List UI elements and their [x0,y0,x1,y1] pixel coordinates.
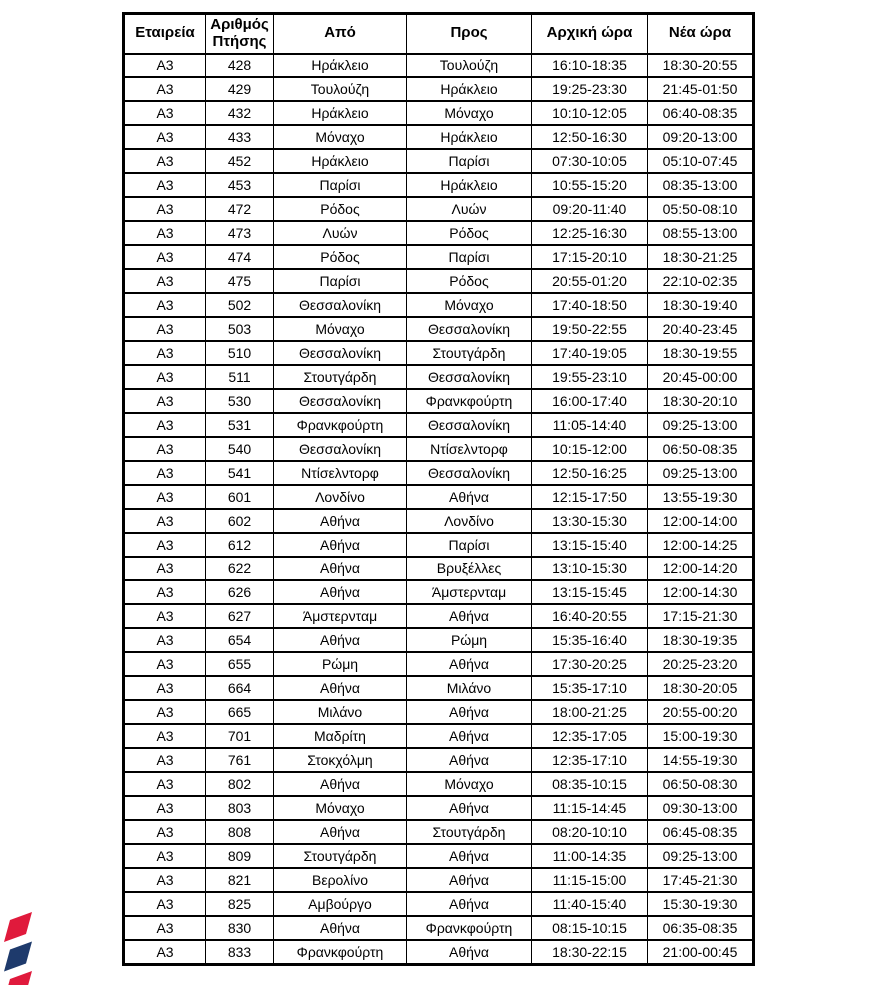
cell-original-time: 15:35-17:10 [532,676,648,700]
col-header-from: Από [274,14,407,54]
cell-new-time: 06:35-08:35 [648,916,754,940]
cell-to: Ηράκλειο [407,125,532,149]
cell-to: Αθήνα [407,652,532,676]
cell-from: Αθήνα [274,772,407,796]
cell-from: Αθήνα [274,533,407,557]
cell-new-time: 06:50-08:35 [648,437,754,461]
table-row [124,916,754,940]
cell-original-time: 17:40-18:50 [532,293,648,317]
table-row [124,149,754,173]
cell-new-time: 18:30-19:55 [648,341,754,365]
cell-airline: A3 [124,149,206,173]
cell-from: Στουτγάρδη [274,844,407,868]
cell-flight-number: 428 [206,54,274,78]
cell-flight-number: 475 [206,269,274,293]
cell-original-time: 10:15-12:00 [532,437,648,461]
cell-new-time: 09:20-13:00 [648,125,754,149]
cell-flight-number: 825 [206,892,274,916]
cell-new-time: 20:40-23:45 [648,317,754,341]
cell-new-time: 05:10-07:45 [648,149,754,173]
cell-flight-number: 541 [206,461,274,485]
cell-original-time: 07:30-10:05 [532,149,648,173]
header-row [124,14,754,54]
cell-new-time: 09:25-13:00 [648,413,754,437]
table-row [124,628,754,652]
cell-flight-number: 473 [206,221,274,245]
cell-to: Βρυξέλλες [407,557,532,581]
cell-to: Φρανκφούρτη [407,389,532,413]
cell-new-time: 15:00-19:30 [648,724,754,748]
cell-to: Παρίσι [407,245,532,269]
cell-new-time: 09:25-13:00 [648,844,754,868]
cell-new-time: 18:30-20:10 [648,389,754,413]
table-row [124,892,754,916]
col-header-flight-number: Αριθμός Πτήσης [206,14,274,54]
cell-from: Ηράκλειο [274,149,407,173]
cell-new-time: 18:30-19:35 [648,628,754,652]
cell-flight-number: 612 [206,533,274,557]
cell-to: Παρίσι [407,149,532,173]
cell-from: Τουλούζη [274,77,407,101]
cell-flight-number: 665 [206,700,274,724]
cell-new-time: 12:00-14:30 [648,580,754,604]
cell-from: Θεσσαλονίκη [274,389,407,413]
cell-new-time: 20:55-00:20 [648,700,754,724]
cell-airline: A3 [124,916,206,940]
cell-original-time: 19:55-23:10 [532,365,648,389]
table-row [124,269,754,293]
cell-from: Αθήνα [274,676,407,700]
cell-flight-number: 626 [206,580,274,604]
cell-new-time: 20:45-00:00 [648,365,754,389]
cell-from: Παρίσι [274,173,407,197]
cell-new-time: 06:45-08:35 [648,820,754,844]
cell-airline: A3 [124,485,206,509]
cell-from: Θεσσαλονίκη [274,341,407,365]
cell-to: Μόναχο [407,101,532,125]
table-row [124,197,754,221]
cell-original-time: 19:50-22:55 [532,317,648,341]
col-header-new-time: Νέα ώρα [648,14,754,54]
cell-to: Αθήνα [407,796,532,820]
cell-airline: A3 [124,365,206,389]
table-row [124,557,754,581]
cell-to: Λονδίνο [407,509,532,533]
cell-from: Θεσσαλονίκη [274,437,407,461]
cell-from: Αθήνα [274,580,407,604]
cell-from: Μιλάνο [274,700,407,724]
cell-to: Ηράκλειο [407,173,532,197]
cell-to: Ρώμη [407,628,532,652]
cell-airline: A3 [124,245,206,269]
cell-flight-number: 429 [206,77,274,101]
cell-to: Θεσσαλονίκη [407,365,532,389]
cell-to: Αθήνα [407,485,532,509]
cell-original-time: 18:00-21:25 [532,700,648,724]
cell-to: Τουλούζη [407,54,532,78]
table-row [124,844,754,868]
cell-from: Φρανκφούρτη [274,940,407,965]
cell-to: Αθήνα [407,748,532,772]
cell-new-time: 22:10-02:35 [648,269,754,293]
cell-from: Λυών [274,221,407,245]
cell-airline: A3 [124,580,206,604]
cell-flight-number: 503 [206,317,274,341]
cell-from: Ρόδος [274,197,407,221]
table-row [124,533,754,557]
cell-from: Αθήνα [274,628,407,652]
cell-original-time: 18:30-22:15 [532,940,648,965]
cell-flight-number: 622 [206,557,274,581]
table-row [124,437,754,461]
cell-original-time: 12:50-16:30 [532,125,648,149]
table-row [124,341,754,365]
cell-to: Ηράκλειο [407,77,532,101]
cell-new-time: 09:30-13:00 [648,796,754,820]
table-row [124,54,754,78]
cell-flight-number: 833 [206,940,274,965]
cell-original-time: 11:15-14:45 [532,796,648,820]
cell-to: Αθήνα [407,868,532,892]
cell-new-time: 06:40-08:35 [648,101,754,125]
cell-new-time: 21:00-00:45 [648,940,754,965]
table-row [124,173,754,197]
cell-original-time: 16:10-18:35 [532,54,648,78]
cell-airline: A3 [124,724,206,748]
cell-original-time: 11:15-15:00 [532,868,648,892]
cell-from: Άμστερνταμ [274,604,407,628]
cell-flight-number: 602 [206,509,274,533]
cell-original-time: 17:30-20:25 [532,652,648,676]
cell-from: Θεσσαλονίκη [274,293,407,317]
cell-original-time: 09:20-11:40 [532,197,648,221]
cell-to: Θεσσαλονίκη [407,461,532,485]
cell-airline: A3 [124,533,206,557]
cell-flight-number: 830 [206,916,274,940]
table-row [124,652,754,676]
cell-to: Ρόδος [407,269,532,293]
cell-airline: A3 [124,77,206,101]
cell-original-time: 12:50-16:25 [532,461,648,485]
cell-original-time: 10:55-15:20 [532,173,648,197]
cell-flight-number: 452 [206,149,274,173]
table-row [124,101,754,125]
cell-original-time: 13:10-15:30 [532,557,648,581]
cell-flight-number: 453 [206,173,274,197]
cell-to: Άμστερνταμ [407,580,532,604]
cell-to: Στουτγάρδη [407,820,532,844]
cell-flight-number: 627 [206,604,274,628]
cell-from: Ηράκλειο [274,54,407,78]
cell-new-time: 12:00-14:00 [648,509,754,533]
cell-airline: A3 [124,101,206,125]
cell-from: Στουτγάρδη [274,365,407,389]
cell-new-time: 15:30-19:30 [648,892,754,916]
cell-airline: A3 [124,437,206,461]
cell-to: Αθήνα [407,940,532,965]
table-row [124,413,754,437]
cell-to: Παρίσι [407,533,532,557]
cell-from: Ρώμη [274,652,407,676]
cell-from: Στοκχόλμη [274,748,407,772]
cell-airline: A3 [124,221,206,245]
cell-from: Λονδίνο [274,485,407,509]
cell-to: Στουτγάρδη [407,341,532,365]
cell-to: Αθήνα [407,700,532,724]
cell-flight-number: 802 [206,772,274,796]
cell-flight-number: 803 [206,796,274,820]
cell-from: Μόναχο [274,796,407,820]
cell-to: Αθήνα [407,604,532,628]
cell-to: Φρανκφούρτη [407,916,532,940]
cell-airline: A3 [124,509,206,533]
cell-original-time: 11:40-15:40 [532,892,648,916]
table-row [124,820,754,844]
cell-flight-number: 474 [206,245,274,269]
cell-flight-number: 540 [206,437,274,461]
cell-to: Ρόδος [407,221,532,245]
cell-new-time: 18:30-19:40 [648,293,754,317]
cell-original-time: 13:30-15:30 [532,509,648,533]
cell-flight-number: 531 [206,413,274,437]
table-row [124,485,754,509]
cell-to: Αθήνα [407,892,532,916]
stripe-bottom-red [4,971,32,985]
cell-new-time: 18:30-20:55 [648,54,754,78]
cell-flight-number: 701 [206,724,274,748]
cell-airline: A3 [124,892,206,916]
cell-original-time: 08:20-10:10 [532,820,648,844]
cell-from: Βερολίνο [274,868,407,892]
cell-new-time: 17:45-21:30 [648,868,754,892]
cell-flight-number: 432 [206,101,274,125]
col-header-airline: Εταιρεία [124,14,206,54]
cell-original-time: 17:15-20:10 [532,245,648,269]
table-row [124,461,754,485]
cell-new-time: 18:30-20:05 [648,676,754,700]
table-row [124,365,754,389]
cell-to: Μιλάνο [407,676,532,700]
table-row [124,580,754,604]
cell-to: Αθήνα [407,724,532,748]
cell-from: Φρανκφούρτη [274,413,407,437]
cell-original-time: 13:15-15:40 [532,533,648,557]
table-row [124,676,754,700]
cell-airline: A3 [124,269,206,293]
cell-original-time: 13:15-15:45 [532,580,648,604]
cell-flight-number: 511 [206,365,274,389]
table-row [124,221,754,245]
cell-from: Αθήνα [274,820,407,844]
cell-airline: A3 [124,125,206,149]
cell-airline: A3 [124,820,206,844]
cell-flight-number: 655 [206,652,274,676]
cell-original-time: 17:40-19:05 [532,341,648,365]
logo-stripes [0,905,40,985]
cell-from: Μόναχο [274,317,407,341]
cell-flight-number: 510 [206,341,274,365]
cell-original-time: 12:25-16:30 [532,221,648,245]
cell-airline: A3 [124,940,206,965]
cell-airline: A3 [124,317,206,341]
cell-original-time: 11:00-14:35 [532,844,648,868]
cell-to: Ντίσελντορφ [407,437,532,461]
cell-from: Παρίσι [274,269,407,293]
cell-new-time: 12:00-14:20 [648,557,754,581]
cell-new-time: 12:00-14:25 [648,533,754,557]
cell-from: Αθήνα [274,509,407,533]
cell-new-time: 17:15-21:30 [648,604,754,628]
cell-from: Ντίσελντορφ [274,461,407,485]
stripe-middle-navy [4,942,32,972]
cell-airline: A3 [124,389,206,413]
cell-new-time: 18:30-21:25 [648,245,754,269]
table-row [124,772,754,796]
table-row [124,77,754,101]
cell-original-time: 16:40-20:55 [532,604,648,628]
cell-original-time: 08:35-10:15 [532,772,648,796]
cell-airline: A3 [124,652,206,676]
cell-original-time: 11:05-14:40 [532,413,648,437]
cell-new-time: 08:55-13:00 [648,221,754,245]
table-row [124,509,754,533]
cell-from: Ηράκλειο [274,101,407,125]
cell-flight-number: 530 [206,389,274,413]
table-header [124,14,754,54]
cell-to: Θεσσαλονίκη [407,317,532,341]
cell-to: Λυών [407,197,532,221]
cell-flight-number: 433 [206,125,274,149]
cell-new-time: 20:25-23:20 [648,652,754,676]
cell-new-time: 09:25-13:00 [648,461,754,485]
cell-airline: A3 [124,413,206,437]
cell-flight-number: 821 [206,868,274,892]
cell-airline: A3 [124,796,206,820]
table-row [124,317,754,341]
cell-original-time: 19:25-23:30 [532,77,648,101]
col-header-original-time: Αρχική ώρα [532,14,648,54]
table-row [124,389,754,413]
cell-airline: A3 [124,293,206,317]
cell-from: Μόναχο [274,125,407,149]
cell-new-time: 05:50-08:10 [648,197,754,221]
cell-airline: A3 [124,676,206,700]
table-row [124,748,754,772]
cell-flight-number: 502 [206,293,274,317]
cell-original-time: 15:35-16:40 [532,628,648,652]
cell-airline: A3 [124,868,206,892]
cell-airline: A3 [124,772,206,796]
cell-to: Αθήνα [407,844,532,868]
cell-to: Μόναχο [407,293,532,317]
cell-from: Ρόδος [274,245,407,269]
table-row [124,293,754,317]
cell-new-time: 08:35-13:00 [648,173,754,197]
table-row [124,796,754,820]
cell-flight-number: 809 [206,844,274,868]
table-row [124,940,754,965]
cell-to: Μόναχο [407,772,532,796]
cell-original-time: 20:55-01:20 [532,269,648,293]
cell-from: Μαδρίτη [274,724,407,748]
cell-airline: A3 [124,197,206,221]
cell-from: Αμβούργο [274,892,407,916]
cell-flight-number: 472 [206,197,274,221]
cell-airline: A3 [124,748,206,772]
flight-schedule-table [122,12,755,966]
cell-airline: A3 [124,700,206,724]
table-row [124,604,754,628]
cell-flight-number: 601 [206,485,274,509]
cell-airline: A3 [124,461,206,485]
cell-from: Αθήνα [274,916,407,940]
cell-flight-number: 654 [206,628,274,652]
cell-new-time: 06:50-08:30 [648,772,754,796]
table-row [124,724,754,748]
cell-airline: A3 [124,844,206,868]
cell-from: Αθήνα [274,557,407,581]
cell-original-time: 08:15-10:15 [532,916,648,940]
cell-airline: A3 [124,173,206,197]
cell-new-time: 14:55-19:30 [648,748,754,772]
cell-to: Θεσσαλονίκη [407,413,532,437]
stripe-top-red [4,912,32,942]
cell-flight-number: 761 [206,748,274,772]
cell-airline: A3 [124,628,206,652]
cell-new-time: 21:45-01:50 [648,77,754,101]
col-header-to: Προς [407,14,532,54]
cell-flight-number: 664 [206,676,274,700]
table-row [124,245,754,269]
cell-airline: A3 [124,604,206,628]
cell-original-time: 12:15-17:50 [532,485,648,509]
cell-airline: A3 [124,341,206,365]
cell-airline: A3 [124,557,206,581]
cell-new-time: 13:55-19:30 [648,485,754,509]
flight-table-body [124,54,754,965]
cell-original-time: 16:00-17:40 [532,389,648,413]
cell-airline: A3 [124,54,206,78]
table-row [124,700,754,724]
cell-original-time: 12:35-17:05 [532,724,648,748]
table-row [124,125,754,149]
table-row [124,868,754,892]
cell-original-time: 12:35-17:10 [532,748,648,772]
cell-original-time: 10:10-12:05 [532,101,648,125]
cell-flight-number: 808 [206,820,274,844]
